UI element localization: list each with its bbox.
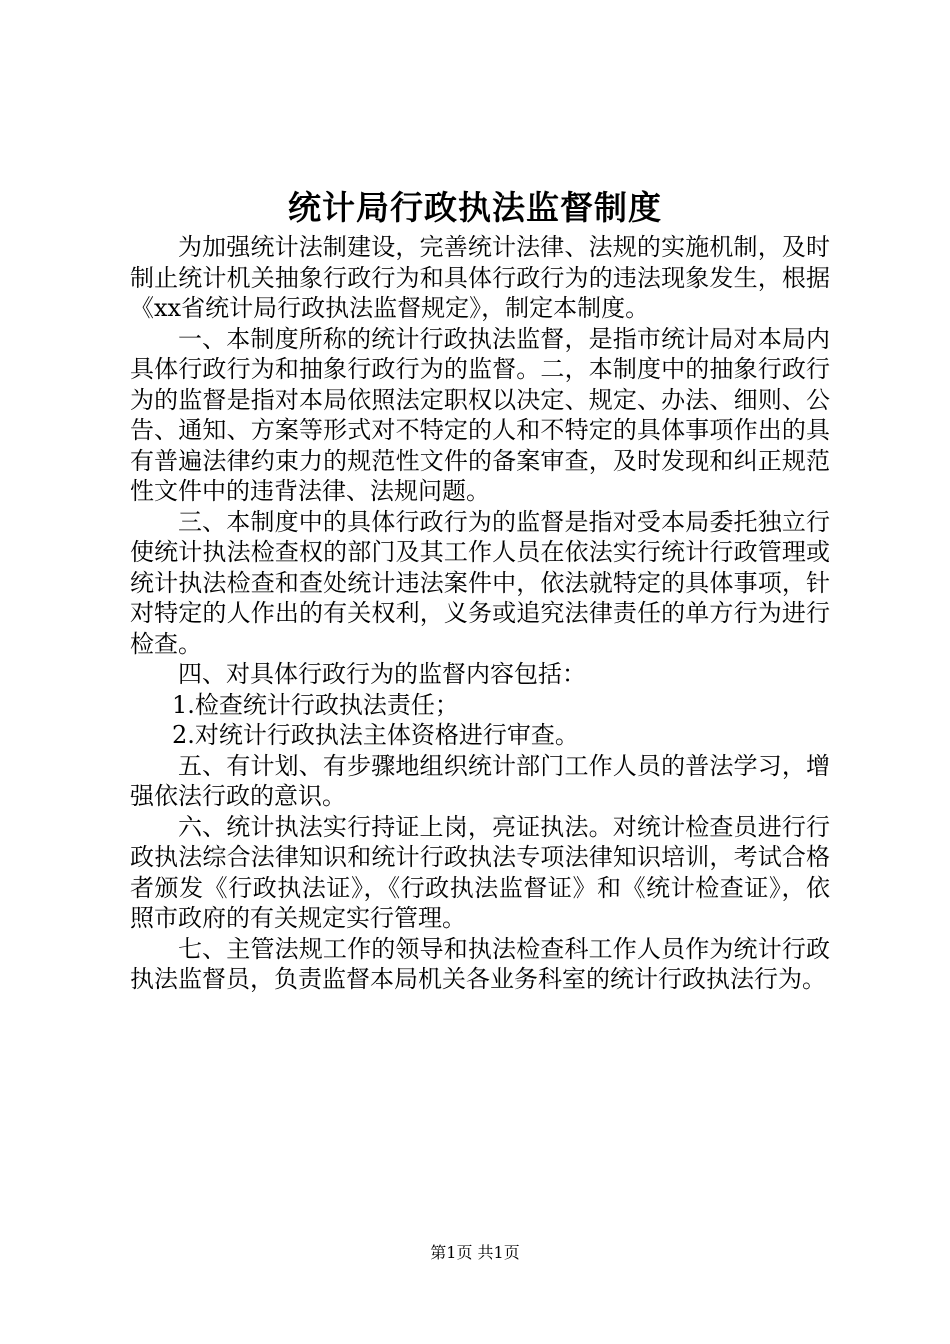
list-item-1: 1.检查统计行政执法责任； <box>172 690 459 719</box>
document-body <box>130 232 830 995</box>
paragraph-section-7: 七、主管法规工作的领导和执法检查科工作人员作为统计行政执法监督员，负责监督本局机关各业务科室的统计行政执法行为。 <box>130 934 830 993</box>
paragraph-section-3: 三、本制度中的具体行政行为的监督是指对受本局委托独立行使统计执法检查权的部门及其工作人员在依法实行统计行政管理或统计执法检查和查处统计违法案件中，依法就特定的具体事项，针对特定的人作出的有关权利，义务或追究法律责任的单方行为进行检查。 <box>130 507 830 658</box>
paragraph-section-1-2: 一、本制度所称的统计行政执法监督，是指市统计局对本局内具体行政行为和抽象行政行为的监督。二，本制度中的抽象行政行为的监督是指对本局依照法定职权以决定、规定、办法、细则、公告、通知、方案等形式对不特定的人和不特定的具体事项作出的具有普遍法律约束力的规范性文件的备案审查，及时发现和纠正规范性文件中的违背法律、法规问题。 <box>130 324 830 505</box>
paragraph-intro: 为加强统计法制建设，完善统计法律、法规的实施机制，及时制止统计机关抽象行政行为和具体行政行为的违法现象发生，根据《xx省统计局行政执法监督规定》，制定本制度。 <box>130 233 830 322</box>
document-title: 统计局行政执法监督制度 <box>288 188 662 227</box>
page-number-footer: 第1页 共1页 <box>430 1243 520 1262</box>
paragraph-section-4: 四、对具体行政行为的监督内容包括： <box>178 660 586 688</box>
paragraph-section-5: 五、有计划、有步骤地组织统计部门工作人员的普法学习，增强依法行政的意识。 <box>130 751 830 810</box>
list-item-2: 2.对统计行政执法主体资格进行审查。 <box>172 721 579 749</box>
paragraph-section-6: 六、统计执法实行持证上岗，亮证执法。对统计检查员进行行政执法综合法律知识和统计行政执法专项法律知识培训，考试合格者颁发《行政执法证》，《行政执法监督证》和《统计检查证》，依照市政府的有关规定实行管理。 <box>130 812 830 932</box>
